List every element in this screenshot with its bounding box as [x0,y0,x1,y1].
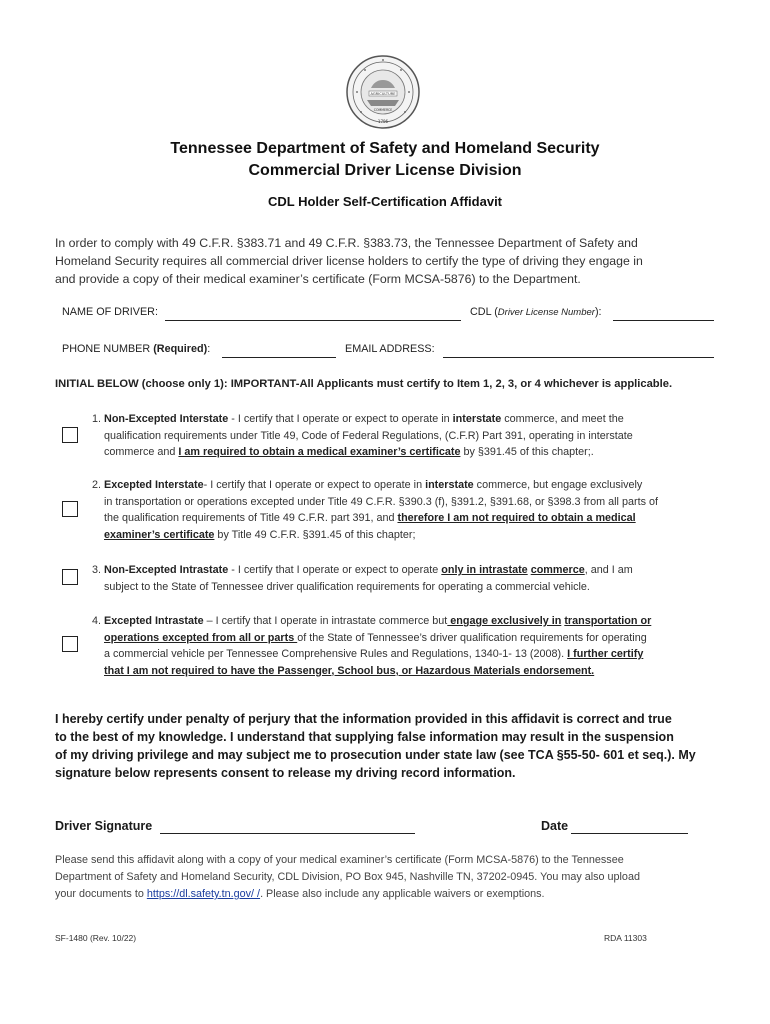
email-field[interactable] [443,357,714,358]
initial-instructions: INITIAL BELOW (choose only 1): IMPORTANT-All Applicants must certify to Item 1, 2, 3, or 4 whichever is applicable. [55,378,673,390]
date-label: Date [541,819,569,833]
email-label: EMAIL ADDRESS: [345,343,435,355]
item-2-initial-box[interactable] [62,501,78,517]
cdl-label: CDL (Driver License Number): [470,306,602,318]
certification-statement: I hereby certify under penalty of perjury that the information provided in this affidavit is correct and true to the best of my knowledge. I understand that supplying false information may result in the suspension of my driving privilege and may subject me to prosecution under state law (see TCA §55-50- 601 et seq.). My signature below represents consent to release my driving record information. [55,712,696,780]
intro-paragraph: In order to comply with 49 C.F.R. §383.71 and 49 C.F.R. §383.73, the Tennessee Department of Safety and Homeland Security requires all commercial driver license holders to certify the type of driving they engage in and provide a copy of their medical examiner’s certificate (Form MCSA-5876) to the Department. [55,236,643,286]
item-4-initial-box[interactable] [62,636,78,652]
svg-text:1796: 1796 [377,119,389,124]
rda-number: RDA 11303 [604,933,647,943]
cdl-number-field[interactable] [613,320,714,321]
item-4-text: 4. Excepted Intrastate – I certify that I operate in intrastate commerce but engage exclusively in transportation or operations excepted from all or parts of the State of Tennessee’s driver qualification requirements for operating a commercial vehicle per Tennessee Comprehensive Rules and Regulations, 1340-1- 13 (2008). I further certify that I am not required to have the Passenger, School bus, or Hazardous Materials endorsement. [92,615,652,677]
submission-instructions: Please send this affidavit along with a copy of your medical examiner’s certificate (Form MCSA-5876) to the Tennessee Department of Safety and Homeland Security, CDL Division, PO Box 945, Nashville TN, 37202-0945. You may also upload your documents to https://dl.safety.tn.gov/ /. Please also include any applicable waivers or exemptions. [55,854,640,900]
division-title: Commercial Driver License Division [248,162,522,179]
form-title: CDL Holder Self-Certification Affidavit [267,194,503,209]
item-1-initial-box[interactable] [62,427,78,443]
item-2-text: 2. Excepted Interstate- I certify that I operate or expect to operate in interstate commerce, but engage exclusively in transportation or operations excepted under Title 49 C.F.R. §390.3 (f), §391.2, §391.68, or §398.3 from all parts of the qualification requirements of Title 49 C.F.R. part 391, and therefore I am not required to obtain a medical examiner’s certificate by Title 49 C.F.R. §391.45 of this chapter; [92,479,658,541]
date-field[interactable] [571,833,688,834]
svg-text:COMMERCE: COMMERCE [373,108,393,112]
driver-signature-field[interactable] [160,833,415,834]
driver-name-label: NAME OF DRIVER: [62,306,158,318]
item-1-text: 1. Non-Excepted Interstate - I certify that I operate or expect to operate in interstate commerce, and meet the qualification requirements under Title 49, Code of Federal Regulations, (C.F.R) Part 391, operating in interstate commerce and I am required to obtain a medical examiner’s certificate by §391.45 of this chapter;. [92,413,633,458]
form-number: SF-1480 (Rev. 10/22) [55,933,137,943]
driver-name-field[interactable] [165,320,461,321]
driver-signature-label: Driver Signature [55,819,153,833]
item-3-text: 3. Non-Excepted Intrastate - I certify that I operate or expect to operate only in intrastate commerce, and I am subject to the State of Tennessee driver qualification requirements for operating a commercial vehicle. [92,564,633,593]
phone-label: PHONE NUMBER (Required): [62,343,211,355]
svg-text:AGRICULTURE: AGRICULTURE [370,92,396,96]
item-3-initial-box[interactable] [62,569,78,585]
state-seal-logo [345,54,421,130]
phone-field[interactable] [222,357,336,358]
department-title: Tennessee Department of Safety and Homeland Security [170,140,600,157]
upload-link[interactable]: https://dl.safety.tn.gov/ / [146,888,261,900]
